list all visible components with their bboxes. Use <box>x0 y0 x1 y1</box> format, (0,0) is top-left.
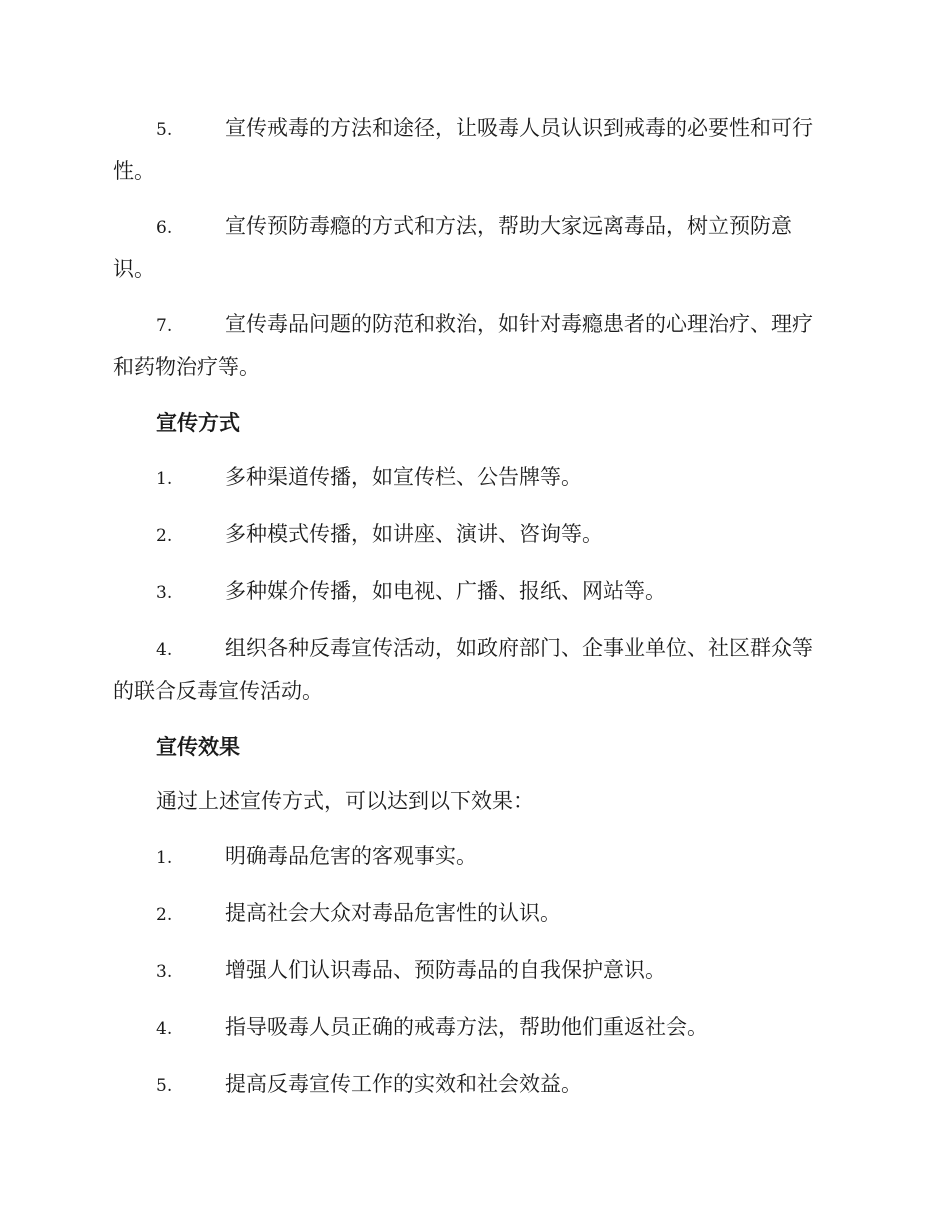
list-item-number: 1. <box>156 469 173 489</box>
list-item-number: 3. <box>156 962 173 982</box>
list-item-number: 5. <box>156 120 173 140</box>
list-item <box>113 457 833 500</box>
list-item-text: 指导吸毒人员正确的戒毒方法，帮助他们重返社会。 <box>225 1015 708 1039</box>
content-list <box>113 108 833 388</box>
list-item <box>113 628 833 712</box>
list-item <box>113 1007 833 1050</box>
list-item <box>113 893 833 936</box>
list-item-number: 5. <box>156 1076 173 1096</box>
list-item-number: 6. <box>156 218 173 238</box>
list-item-text: 提高社会大众对毒品危害性的认识。 <box>225 901 561 925</box>
list-item-number: 2. <box>156 905 173 925</box>
list-item-number: 7. <box>156 316 173 336</box>
list-item-text: 增强人们认识毒品、预防毒品的自我保护意识。 <box>225 958 666 982</box>
list-item-text: 明确毒品危害的客观事实。 <box>225 844 477 868</box>
list-item-text: 宣传预防毒瘾的方式和方法，帮助大家远离毒品，树立预防意识。 <box>113 214 792 281</box>
list-item <box>113 514 833 557</box>
list-item-text: 多种模式传播，如讲座、演讲、咨询等。 <box>225 522 603 546</box>
list-item-number: 3. <box>156 583 173 603</box>
list-item-text: 多种媒介传播，如电视、广播、报纸、网站等。 <box>225 579 666 603</box>
list-item <box>113 206 833 290</box>
list-item <box>113 571 833 614</box>
document-body <box>113 108 833 1121</box>
section-heading: 宣传方式 <box>156 410 240 435</box>
section-methods <box>113 402 833 712</box>
list-item-number: 4. <box>156 1019 173 1039</box>
list-item <box>113 108 833 192</box>
list-item-number: 4. <box>156 640 173 660</box>
list-item-text: 组织各种反毒宣传活动，如政府部门、企事业单位、社区群众等的联合反毒宣传活动。 <box>113 636 813 703</box>
list-item-number: 2. <box>156 526 173 546</box>
section-intro: 通过上述宣传方式，可以达到以下效果： <box>156 789 534 813</box>
list-item <box>113 836 833 879</box>
list-item <box>113 1064 833 1107</box>
list-item-text: 宣传毒品问题的防范和救治，如针对毒瘾患者的心理治疗、理疗和药物治疗等。 <box>113 312 813 379</box>
section-effects <box>113 726 833 1107</box>
list-item-text: 多种渠道传播，如宣传栏、公告牌等。 <box>225 465 582 489</box>
list-item <box>113 950 833 993</box>
section-heading: 宣传效果 <box>156 734 240 759</box>
list-item <box>113 304 833 388</box>
list-item-number: 1. <box>156 848 173 868</box>
list-item-text: 宣传戒毒的方法和途径，让吸毒人员认识到戒毒的必要性和可行性。 <box>113 116 813 183</box>
list-item-text: 提高反毒宣传工作的实效和社会效益。 <box>225 1072 582 1096</box>
